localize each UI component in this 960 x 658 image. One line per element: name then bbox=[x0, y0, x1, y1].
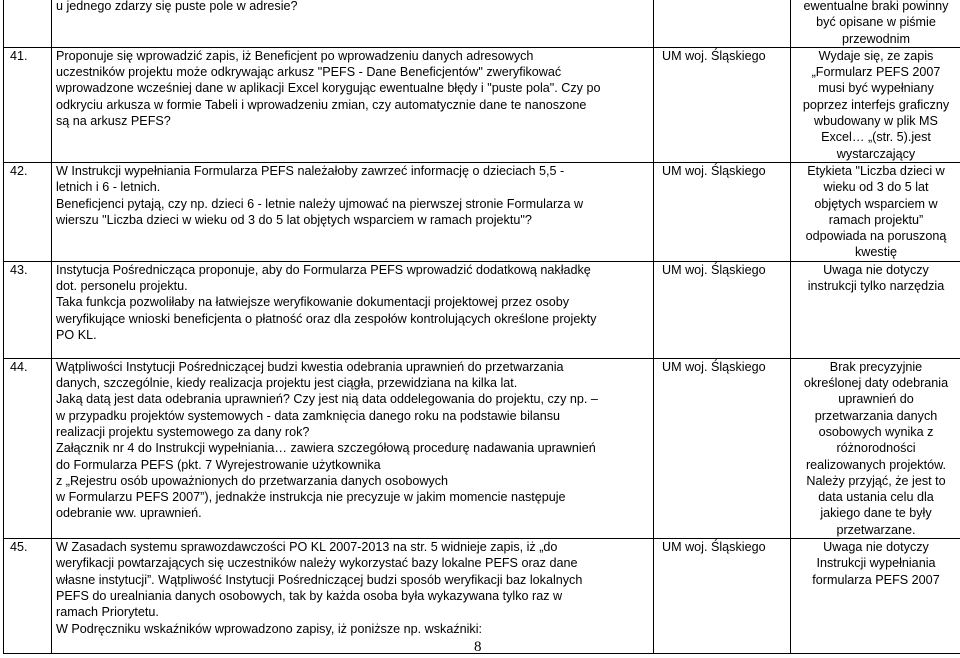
answer-line: różnorodności bbox=[836, 441, 916, 456]
question-line: weryfikujące wnioski beneficjenta o płatność oraz dla zespołów kontrolujących określone projekty bbox=[56, 311, 597, 326]
row-number: 45. bbox=[4, 539, 52, 654]
answer-line: wbudowany w plik MS bbox=[814, 114, 938, 129]
question-line: dot. personelu projektu. bbox=[56, 279, 188, 294]
answer-line: poprzez interfejs graficzny bbox=[802, 97, 950, 112]
question-line: wierszu "Liczba dzieci w wieku od 3 do 5 lat objętych wsparciem w ramach projektu"? bbox=[56, 212, 532, 227]
table-row bbox=[4, 162, 960, 261]
page-number: 8 bbox=[474, 639, 482, 655]
question-line: Załącznik nr 4 do Instrukcji wypełniania… zawiera szczegółową procedurę nadawania uprawnień bbox=[56, 441, 596, 456]
question-line: realizacji projektu systemowego za dany rok? bbox=[56, 424, 310, 439]
question-line: PO KL. bbox=[56, 327, 97, 342]
question-line: PEFS do urealniania danych osobowych, tak by każda osoba była wykazywana tylko raz w bbox=[56, 588, 563, 603]
document-table bbox=[3, 0, 960, 654]
answer-line: wieku od 3 do 5 lat bbox=[823, 180, 929, 195]
answer-line: Brak precyzyjnie bbox=[829, 359, 923, 374]
row-question bbox=[52, 539, 654, 654]
row-institution: UM woj. Śląskiego bbox=[654, 47, 791, 162]
row-question bbox=[52, 162, 654, 261]
question-line: u jednego zdarzy się puste pole w adresie? bbox=[56, 0, 298, 13]
row-answer bbox=[791, 539, 960, 654]
question-line: Instytucja Pośrednicząca proponuje, aby do Formularza PEFS wprowadzić dodatkową nakładkę bbox=[56, 262, 591, 277]
table-row bbox=[4, 261, 960, 358]
question-line: w Formularzu PEFS 2007”), jednakże instrukcja nie precyzuje w jakim momencie następuje bbox=[56, 490, 566, 505]
row-answer bbox=[791, 261, 960, 358]
question-line: Proponuje się wprowadzić zapis, iż Beneficjent po wprowadzeniu danych adresowych bbox=[56, 48, 534, 63]
answer-line: przetwarzane. bbox=[836, 522, 916, 537]
question-line: wprowadzone wcześniej dane w aplikacji Excel korygując ewentualne błędy i "puste pola". Czy po bbox=[56, 81, 601, 96]
answer-line: Wydaje się, ze zapis bbox=[818, 48, 934, 63]
question-line: Taka funkcja pozwoliłaby na łatwiejsze weryfikowanie dokumentacji projektowej przez osoby bbox=[56, 295, 570, 310]
row-number: 42. bbox=[4, 162, 52, 261]
answer-line: być opisane w piśmie bbox=[816, 15, 936, 30]
question-line: W Zasadach systemu sprawozdawczości PO KL 2007-2013 na str. 5 widnieje zapis, iż „do bbox=[56, 540, 558, 555]
row-answer bbox=[791, 0, 960, 47]
table-row bbox=[4, 47, 960, 162]
question-line: ramach Priorytetu. bbox=[56, 605, 159, 620]
question-line: uczestników projektu może odkrywając arkusz "PEFS - Dane Beneficjentów" zweryfikować bbox=[56, 65, 562, 80]
question-line: do Formularza PEFS (pkt. 7 Wyrejestrowanie użytkownika bbox=[56, 457, 381, 472]
answer-line: uprawnień do bbox=[838, 392, 914, 407]
row-question bbox=[52, 358, 654, 538]
question-line: danych, szczególnie, kiedy realizacja projektu jest ciągła, przewidziana na kilka lat. bbox=[56, 376, 518, 391]
answer-line: jakiego dane te były bbox=[820, 506, 932, 521]
row-answer bbox=[791, 162, 960, 261]
question-line: odebranie ww. uprawnień. bbox=[56, 506, 202, 521]
question-line: Beneficjenci pytają, czy np. dzieci 6 - letnie należy ujmować na pierwszej stronie Formularza w bbox=[56, 196, 584, 211]
question-line: Jaką datą jest data odebrania uprawnień? Czy jest nią data oddelegowania do projektu, czy np. – bbox=[56, 392, 598, 407]
answer-line: określonej daty odebrania bbox=[803, 376, 949, 391]
row-institution: UM woj. Śląskiego bbox=[654, 261, 791, 358]
row-answer bbox=[791, 47, 960, 162]
answer-line: instrukcji tylko narzędzia bbox=[807, 279, 945, 294]
row-number: 43. bbox=[4, 261, 52, 358]
row-answer bbox=[791, 358, 960, 538]
table-row bbox=[4, 539, 960, 654]
document-table-body bbox=[4, 0, 960, 654]
answer-line: wystarczający bbox=[836, 146, 916, 161]
answer-line: Uwaga nie dotyczy bbox=[823, 540, 929, 555]
answer-line: Excel… „(str. 5).jest bbox=[821, 130, 931, 145]
row-institution: UM woj. Śląskiego bbox=[654, 539, 791, 654]
answer-line: „Formularz PEFS 2007 bbox=[811, 65, 941, 80]
answer-line: realizowanych projektów. bbox=[805, 457, 946, 472]
answer-line: objętych wsparciem w bbox=[814, 196, 938, 211]
answer-line: Etykieta "Liczba dzieci w bbox=[807, 163, 945, 178]
answer-line: odpowiada na poruszoną bbox=[805, 229, 947, 244]
answer-line: ewentualne braki powinny bbox=[803, 0, 949, 13]
row-number: 44. bbox=[4, 358, 52, 538]
answer-line: data ustania celu dla bbox=[818, 490, 934, 505]
table-row bbox=[4, 0, 960, 47]
answer-line: przetwarzania danych bbox=[814, 408, 938, 423]
row-institution: UM woj. Śląskiego bbox=[654, 358, 791, 538]
answer-line: kwestię bbox=[855, 245, 897, 260]
answer-line: Uwaga nie dotyczy bbox=[823, 262, 929, 277]
question-line: są na arkusz PEFS? bbox=[56, 114, 171, 129]
question-line: W Podręczniku wskaźników wprowadzono zapisy, iż poniższe np. wskaźniki: bbox=[56, 621, 483, 636]
answer-line: formularza PEFS 2007 bbox=[812, 572, 940, 587]
row-question bbox=[52, 47, 654, 162]
row-institution bbox=[654, 0, 791, 47]
answer-line: musi być wypełniany bbox=[818, 81, 934, 96]
answer-line: Należy przyjąć, że jest to bbox=[806, 473, 946, 488]
question-line: W Instrukcji wypełniania Formularza PEFS należałoby zawrzeć informację o dzieciach 5,5 - bbox=[56, 163, 565, 178]
question-line: Wątpliwości Instytucji Pośredniczącej budzi kwestia odebrania uprawnień do przetwarzania bbox=[56, 359, 564, 374]
answer-line: Instrukcji wypełniania bbox=[816, 556, 936, 571]
question-line: w przypadku projektów systemowych - data zamknięcia danego roku na podstawie bilansu bbox=[56, 408, 561, 423]
row-institution: UM woj. Śląskiego bbox=[654, 162, 791, 261]
question-line: własne instytucji”. Wątpliwość Instytucji Pośredniczącej budzi sposób weryfikacji baz lokalnych bbox=[56, 572, 583, 587]
row-question bbox=[52, 261, 654, 358]
question-line: letnich i 6 - letnich. bbox=[56, 180, 161, 195]
answer-line: osobowych wynika z bbox=[818, 424, 934, 439]
table-row bbox=[4, 358, 960, 538]
answer-line: przewodnim bbox=[842, 31, 910, 46]
question-line: odkryciu arkusza w formie Tabeli i wprowadzeniu zmian, czy automatycznie dane te nanoszone bbox=[56, 97, 587, 112]
row-question bbox=[52, 0, 654, 47]
row-number: 41. bbox=[4, 47, 52, 162]
question-line: z „Rejestru osób upoważnionych do przetwarzania danych osobowych bbox=[56, 473, 449, 488]
question-line: weryfikacji powtarzających się uczestników należy wykorzystać bazy lokalne PEFS oraz dane bbox=[56, 556, 578, 571]
answer-line: ramach projektu” bbox=[828, 212, 924, 227]
row-number bbox=[4, 0, 52, 47]
